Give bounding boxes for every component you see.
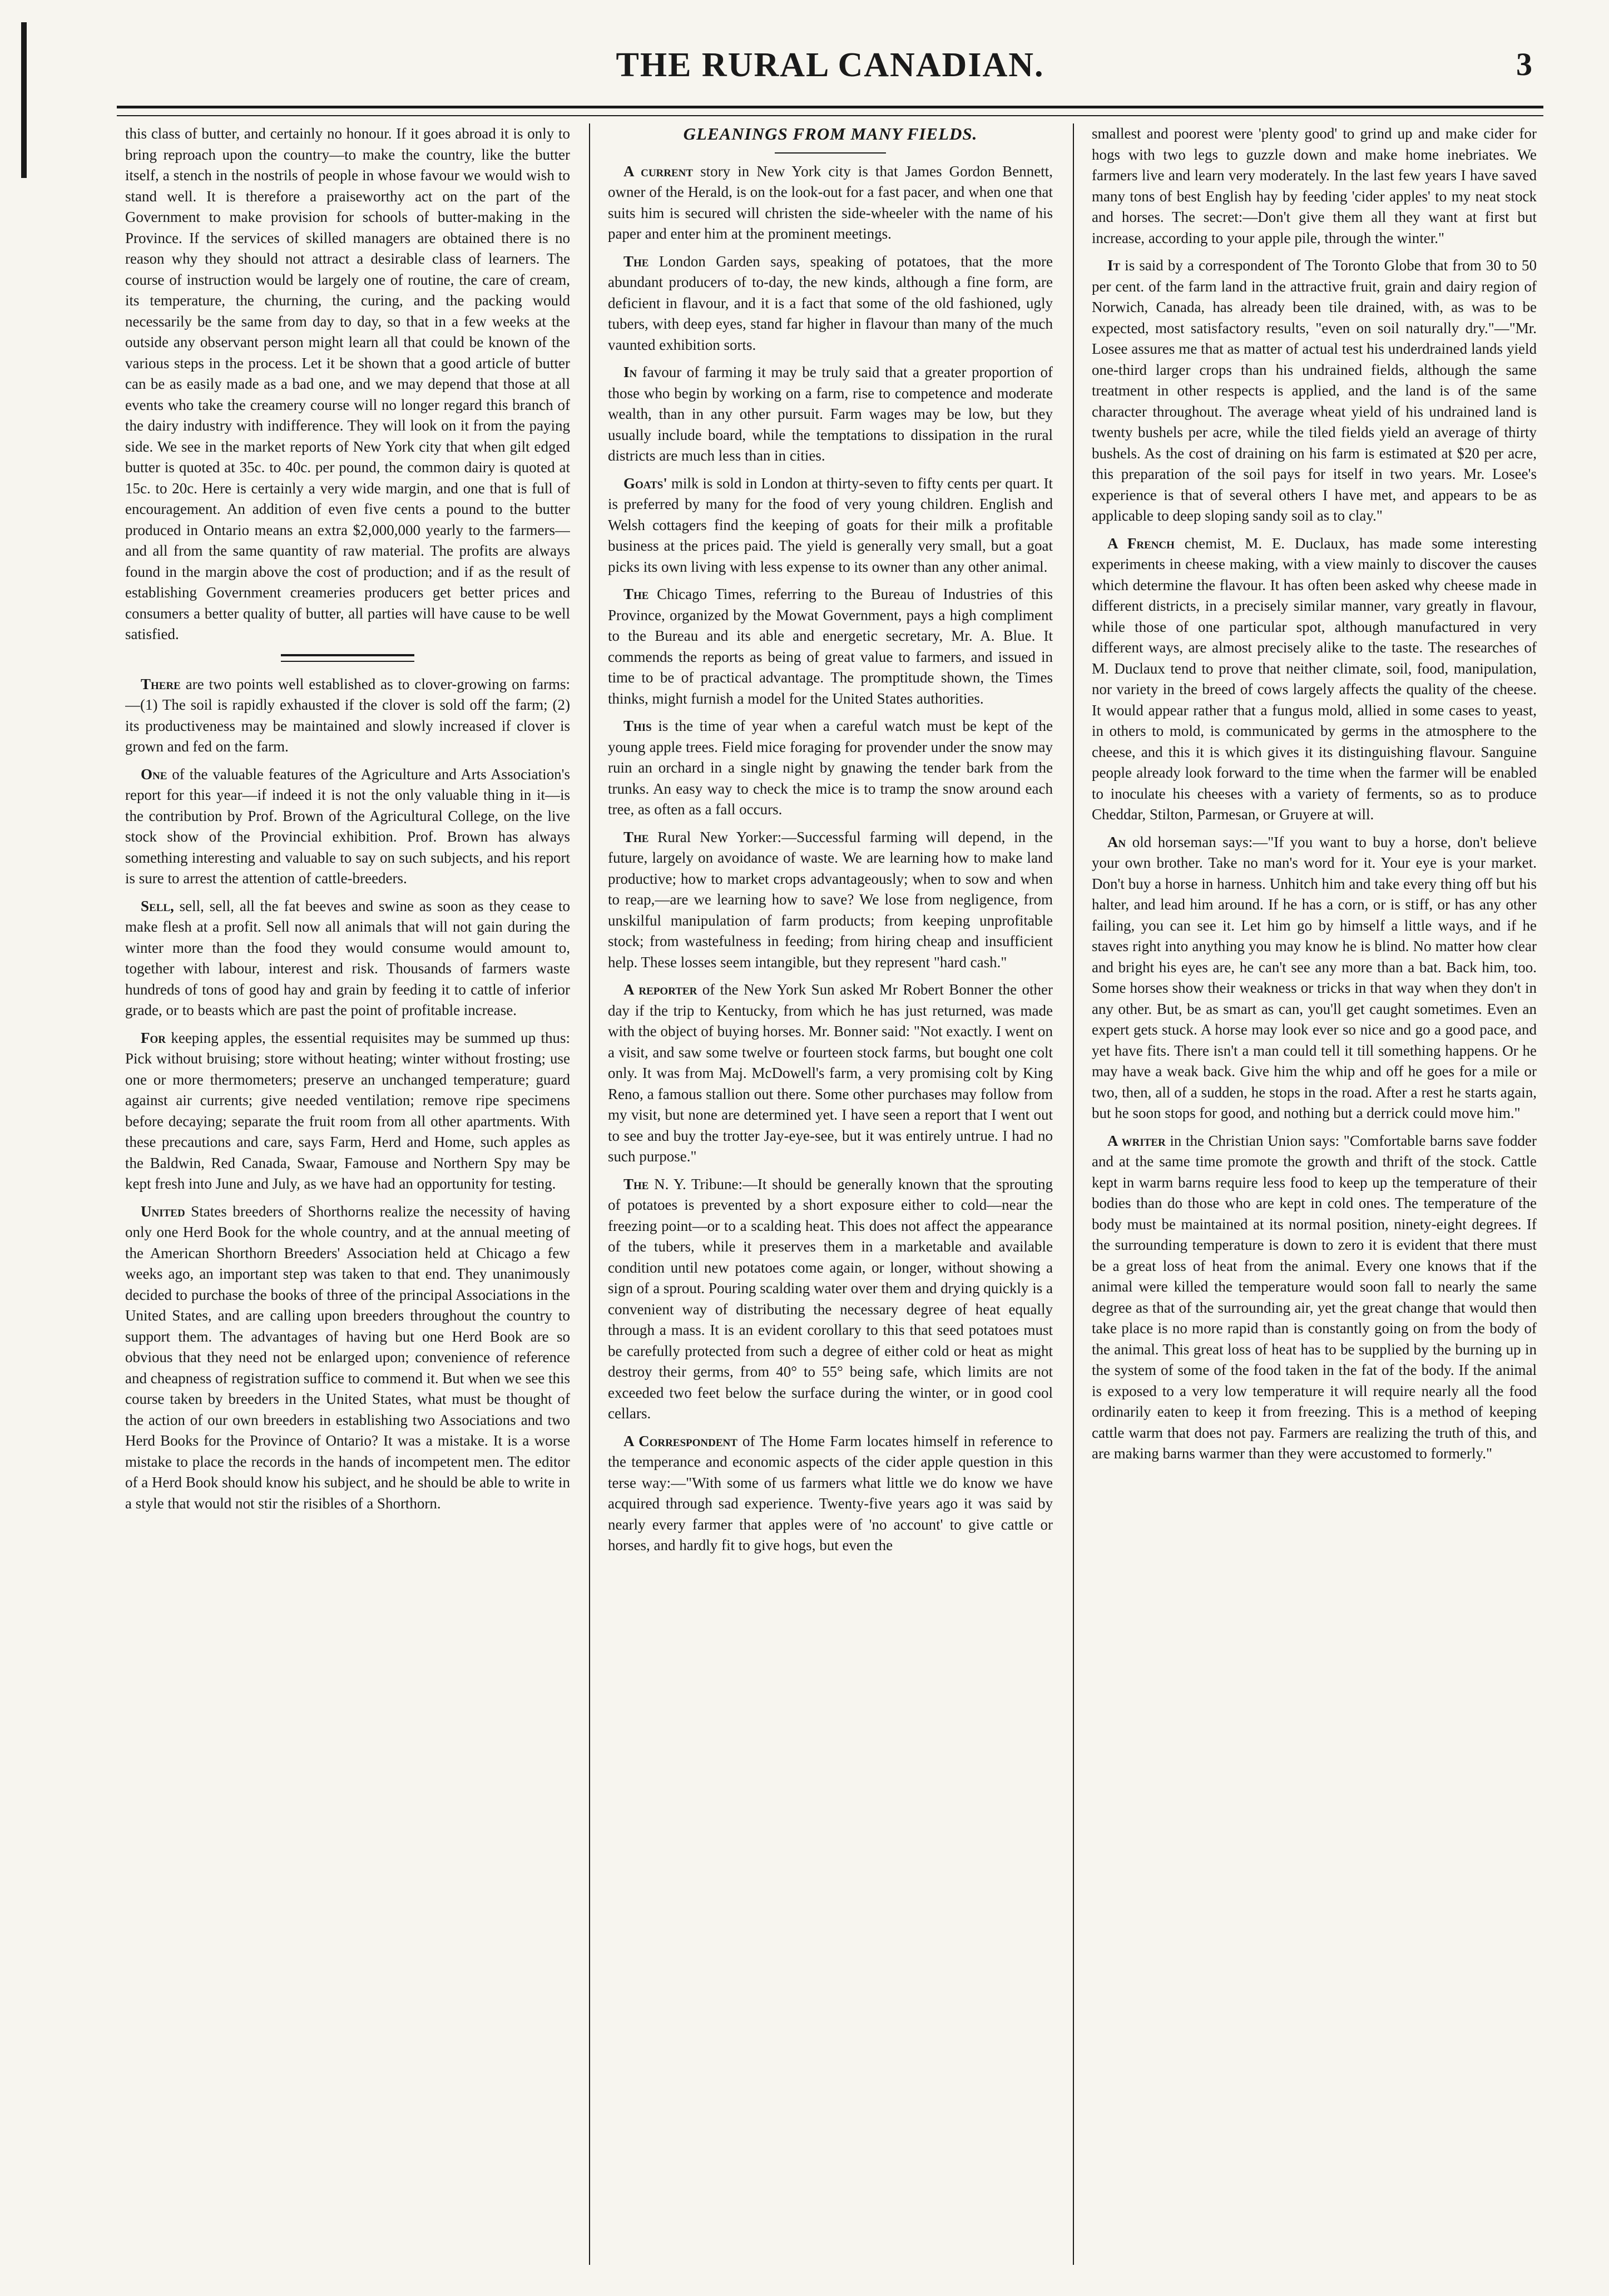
report-text: of the valuable features of the Agriculture and Arts Association's report for this year—if indeed it is not the only valuable thing in it—is the contribution by Prof. Brown of the Agricultural College, on the live stock show of the Provincial exhibition. Prof. Brown has always something interesting and valuable to say on such subjects, and his report is sure to arrest the attention of cattle-breeders. xyxy=(125,765,570,887)
page-number: 3 xyxy=(1516,46,1532,82)
orchard-text: is the time of year when a careful watch must be kept of the young apple trees. Field mice foraging for provender under the snow may ruin an orchard in a single night by gnawing the tender bark from the trunks. An easy way to check the mice is to tramp the snow around each tree, as often as a fall occurs. xyxy=(608,718,1053,818)
bennett-lead: A current xyxy=(623,162,694,180)
sell-text: sell, sell, all the fat beeves and swine as soon as they cease to make flesh at a profit. Sell now all animals that will not gain during the winter more than the food they would consume would amount to, together with labour, interest and risk. Thousands of farmers waste hundreds of tons of good hay and grain by feeding it to cattle of inferior grade, or to beasts which are past the point of profitable increase. xyxy=(125,897,570,1018)
orchard-paragraph xyxy=(608,716,1053,820)
bonner-lead: A reporter xyxy=(623,981,697,998)
cheese-paragraph xyxy=(1092,533,1537,825)
chicago-text: Chicago Times, referring to the Bureau of Industries of this Province, organized by the Mowat Government, pays a high compliment to the Bureau and its able and energetic secretary, Mr. A. Blue. It commends the reports as being of great value to farmers, and issued in time to be of practical advantage. The promptitude shown, the Times thinks, might furnish a model for the United States authorities. xyxy=(608,586,1053,707)
goats-lead: Goats' xyxy=(623,474,667,492)
drained-lead: It xyxy=(1107,257,1121,274)
section-divider xyxy=(281,654,414,662)
drained-text: is said by a correspondent of The Toronto Globe that from 30 to 50 per cent. of the farm land in the attractive fruit, grain and dairy region of Norwich, Canada, has already been tile drained, with, as was to be expected, most satisfactory results, "even on soil naturally dry."—"Mr. Losee assures me that as matter of actual test his underdrained lands yield one-third larger crops than his undrained fields, although the same treatment in other respects is applied, and the land is of the same character throughout. The average wheat yield of his undrained land is twenty bushels per acre, while the tiled fields yield an average of thirty bushels. As the cost of draining on his farm is estimated at $20 per acre, this preparation of the soil pays for itself in two years. Mr. Losee's experience is that of several others I have met, and appears to be as applicable to deep sloping sandy soil as to clay." xyxy=(1092,257,1537,524)
tribune-text: N. Y. Tribune:—It should be generally known that the sprouting of potatoes is prevented by a short exposure either to cold—near the freezing point—or to a scalding heat. This does not affect the appearance of the tubers, while it preserves them in a marketable and available condition until new potatoes come again, or longer, without showing a sign of a sprout. Pouring scalding water over them and drying quickly is a convenient way of distributing the necessary degree of heat equally through a mass. It is an evident corollary to this that seed potatoes must be carefully protected from such a degree of either cold or heat as might destroy their germs, from 40° to 55° being safe, which limits are not exceeded two feet below the surface during the winter, or in good cool cellars. xyxy=(608,1175,1053,1422)
sell-lead: Sell, xyxy=(141,897,174,914)
rural-ny-lead: The xyxy=(623,828,649,845)
farming-text: favour of farming it may be truly said that a greater proportion of those who begin by working on a farm, rise to competence and moderate wealth, than in any other pursuit. Farm wages may be low, but they usually include board, while the temptations to dissipation in the rural districts are much less than in cities. xyxy=(608,364,1053,464)
column-rule xyxy=(589,123,590,2265)
chicago-lead: The xyxy=(623,586,649,602)
sell-paragraph xyxy=(125,896,570,1021)
report-lead: One xyxy=(141,765,167,783)
clover-text: are two points well established as to clover-growing on farms:—(1) The soil is rapidly exhausted if the clover is sold off the farm; (2) its productiveness may be maintained and slowly increased if clover is grown and fed on the farm. xyxy=(125,675,570,755)
farming-paragraph xyxy=(608,362,1053,467)
bennett-text: story in New York city is that James Gordon Bennett, owner of the Herald, is on the look-out for a fast pacer, and when one that suits him is secured will christen the side-wheeler with the name of his paper and enter him at the prominent meetings. xyxy=(608,162,1053,242)
cheese-lead: A French xyxy=(1107,535,1175,552)
masthead-rule xyxy=(117,106,1543,116)
bonner-text: of the New York Sun asked Mr Robert Bonner the other day if the trip to Kentucky, from which he has just returned, was made with the object of buying horses. Mr. Bonner said: "Not exactly. I went on a visit, and saw some twelve or fourteen stock farms, but bought one colt only. It was from Maj. McDowell's farm, a very promising colt by King Reno, a famous stallion out there. Some other purchases may follow from my visit, but none are determined yet. I have seen a report that I went out to see and buy the trotter Jay-eye-see, but it was entirely untrue. I had no such purpose." xyxy=(608,981,1053,1165)
barns-text: in the Christian Union says: "Comfortable barns save fodder and at the same time promote the growth and thrift of the stock. Cattle kept in warm barns require less food to keep up the temperature of their bodies than do those who are kept in cold ones. The temperature of the body must be maintained at its normal position, ninety-eight degrees. If the surrounding temperature is down to zero it is evident that there must be a great loss of heat from the animal. Every one knows that if the animal were killed the temperature would soon fall to nearly the same degree as that of the surrounding air, yet the great change that would then take place is no more rapid than is constantly going on from the body of the animal. This great loss of heat has to be supplied by the burning up in the system of some of the food taken in the fat of the body. If the animal is exposed to a very low temperature it will require nearly all the food ordinarily eaten to keep it from freezing. This is a method of keeping cattle warm that does not pay. Farmers are realizing the truth of this, and are making barns warmer than they were accustomed to formerly." xyxy=(1092,1132,1537,1462)
clover-paragraph xyxy=(125,674,570,758)
potatoes-lead: The xyxy=(623,253,649,270)
horse-lead: An xyxy=(1107,833,1126,850)
horse-paragraph xyxy=(1092,832,1537,1124)
cider-text: of The Home Farm locates himself in reference to the temperance and economic aspects of the cider apple question in this terse way:—"With some of us farmers what little we do know we have acquired through sad experience. Twenty-five years ago it was said by nearly every farmer that apples were of 'no account' to give cattle or horses, and hardly fit to give hogs, but even the xyxy=(608,1432,1053,1553)
section-title: GLEANINGS FROM MANY FIELDS. xyxy=(683,124,978,144)
potatoes-paragraph xyxy=(608,251,1053,356)
goats-text: milk is sold in London at thirty-seven to fifty cents per quart. It is preferred by many for the food of very young children. English and Welsh cottagers find the keeping of goats for their milk a profitable business at the prices paid. The yield is generally very small, but a goat picks its own living with less expense to its owner than any other animal. xyxy=(608,474,1053,575)
barns-lead: A writer xyxy=(1107,1132,1166,1149)
column-2 xyxy=(608,123,1053,2265)
apples-text: keeping apples, the essential requisites may be summed up thus: Pick without bruising; store without heating; winter without frosting; use one or more thermometers; preserve an unchanged temperature; guard against air currents; give needed ventilation; remove ripe specimens before decaying; separate the fruit room from all other apartments. With these precautions and care, says Farm, Herd and Home, such apples as the Baldwin, Red Canada, Swaar, Famouse and Northern Spy may be kept fresh into June and July, as we have had an opportunity for testing. xyxy=(125,1029,570,1192)
column-3 xyxy=(1092,123,1537,2265)
column-rule xyxy=(1073,123,1074,2265)
binding-edge-mark xyxy=(21,22,27,178)
potatoes-text: London Garden says, speaking of potatoes, that the more abundant producers of to-day, the new kinds, although a fine form, are deficient in flavour, and it is a fact that some of the old fashioned, ugly tubers, with deep eyes, stand far higher in flavour than many of the much vaunted exhibition sorts. xyxy=(608,253,1053,353)
goats-paragraph xyxy=(608,473,1053,578)
horse-text: old horseman says:—"If you want to buy a horse, don't believe your own brother. Take no man's word for it. Your eye is your market. Don't buy a horse in harness. Unhitch him and take every thing off but his halter, and lead him around. If he has a corn, or is stiff, or has any other failing, you can see it. Let him go by himself a little ways, and if he staves right into anything you may know he is blind. No matter how clear and bright his eyes are, he can't see any more than a bat. Back him, too. Some horses show their weakness or tricks in that way when they don't in any other. But, be as smart as can, you'll get caught sometimes. Even an expert gets stuck. A horse may look ever so nice and go a good pace, and yet have fits. There isn't a man could tell it till something happens. Or he may have a weak back. Give him the whip and off he goes for a mile or two, then, all of a sudden, he stops in the road. After a rest he starts again, but he soon stops for good, and nothing but a derrick could move him." xyxy=(1092,833,1537,1121)
bonner-paragraph xyxy=(608,979,1053,1167)
farming-lead: In xyxy=(623,364,637,380)
cider-lead: A Correspondent xyxy=(623,1432,737,1449)
butter-article-continued: this class of butter, and certainly no honour. If it goes abroad it is only to bring reproach upon the country—to make the country, like the butter itself, a stench in the nostrils of people in whose favour we would wish to stand well. It is therefore a praiseworthy act on the part of the Government to make provision for schools of butter-making in the Province. If the services of skilled managers are obtained there is no reason why they should not attract a desirable class of learners. The course of instruction would be largely one of routine, the care of cream, its temperature, the churning, the curing, and the packing would necessarily be the same from day to day, so that in a few weeks at the outside any observant person might learn all that could be known of the various steps in the process. Let it be shown that a good article of butter can be as easily made as a bad one, and we may depend that those at all events who take the creamery course will no longer regard this branch of the dairy industry with indifference. They will look on it from the paying side. We see in the market reports of New York city that when gilt edged butter is quoted at 35c. to 40c. per pound, the common dairy is quoted at 15c. to 20c. Here is certainly a very wide margin, and one that is full of encouragement. An addition of even five cents a pound to the butter produced in Ontario means an extra $2,000,000 yearly to the farmers—and all from the same quantity of raw material. The profits are always found in the margin above the cost of production; and if as the result of establishing Government creameries producers get better prices and consumers a better quality of butter, all parties will have cause to be well satisfied. xyxy=(125,125,570,642)
apples-lead: For xyxy=(141,1029,166,1046)
rural-ny-text: Rural New Yorker:—Successful farming will depend, in the future, largely on avoidance of waste. We are learning how to make land productive; how to market crops advantageously; when to sow and when to reap,—are we learning how to save? We lose from negligence, from unskilful manipulation of farm products; from keeping unprofitable stock; from wastefulness in feeding; from hiring cheap and insufficient help. These losses seem intangible, but they represent "hard cash." xyxy=(608,828,1053,971)
column-1 xyxy=(125,123,570,2265)
tribune-lead: The xyxy=(623,1175,649,1192)
orchard-lead: This xyxy=(623,718,652,734)
cider-paragraph xyxy=(608,1431,1053,1556)
chicago-paragraph xyxy=(608,584,1053,709)
cheese-text: chemist, M. E. Duclaux, has made some interesting experiments in cheese making, with a view mainly to discover the causes which determine the flavour. It has often been asked why cheese made in different districts, in a precisely similar manner, vary greatly in flavour, while those of one particular spot, although manufactured in very different ways, are almost precisely alike to the taste. The researches of M. Duclaux tend to prove that neither climate, soil, food, manipulation, nor variety in the breed of cows largely affects the quality of the cheese. It would appear rather that a fungus mold, allied in some cases to yeast, in others to mold, is communicated by germs in the atmosphere to the cheese, and this it is which gives it its distinguishing flavour. Sanguine people already look forward to the time when the farmer will be enabled to inoculate his cheeses with a variety of ferments, so as to produce Cheddar, Stilton, Parmesan, or Gruyere at will. xyxy=(1092,535,1537,823)
barns-paragraph xyxy=(1092,1131,1537,1464)
clover-lead: There xyxy=(141,675,181,692)
shorthorn-text: States breeders of Shorthorns realize the necessity of having only one Herd Book for the whole country, and at the annual meeting of the American Shorthorn Breeders' Association held at Chicago a few weeks ago, an important step was taken to that end. They unanimously decided to purchase the books of three of the principal Associations in the United States, and are calling upon breeders throughout the country to support them. The advantages of having but one Herd Book are so obvious that they need not be enlarged upon; convenience of reference and cheapness of registration suffice to commend it. But when we see this course taken by breeders in the United States, what must be thought of the action of our own breeders in establishing two Associations and two Herd Books for the Province of Ontario? It was a mistake. It is a worse mistake to place the records in the hands of incompetent men. The editor of a Herd Book should know his subject, and he should be able to write in a style that would not stir the risibles of a Shorthorn. xyxy=(125,1203,570,1512)
bennett-paragraph xyxy=(608,161,1053,245)
publication-title: THE RURAL CANADIAN. xyxy=(616,46,1044,84)
report-paragraph xyxy=(125,764,570,889)
cider-article-continued: smallest and poorest were 'plenty good' to grind up and make cider for hogs with two legs to guzzle down and make home inebriates. We farmers live and learn very moderately. In the last few years I have saved many tons of best English hay by feeding 'cider apples' to my neat stock and horses. The secret:—Don't give them all they want at first but increase, according to your apple pile, through the winter." xyxy=(1092,125,1537,246)
apples-paragraph xyxy=(125,1028,570,1195)
tribune-paragraph xyxy=(608,1174,1053,1424)
masthead xyxy=(117,39,1543,100)
rural-ny-paragraph xyxy=(608,827,1053,973)
shorthorn-lead: United xyxy=(141,1203,185,1220)
drained-paragraph xyxy=(1092,255,1537,527)
title-rule xyxy=(775,152,886,154)
shorthorn-paragraph xyxy=(125,1201,570,1515)
article-columns xyxy=(125,123,1541,2265)
